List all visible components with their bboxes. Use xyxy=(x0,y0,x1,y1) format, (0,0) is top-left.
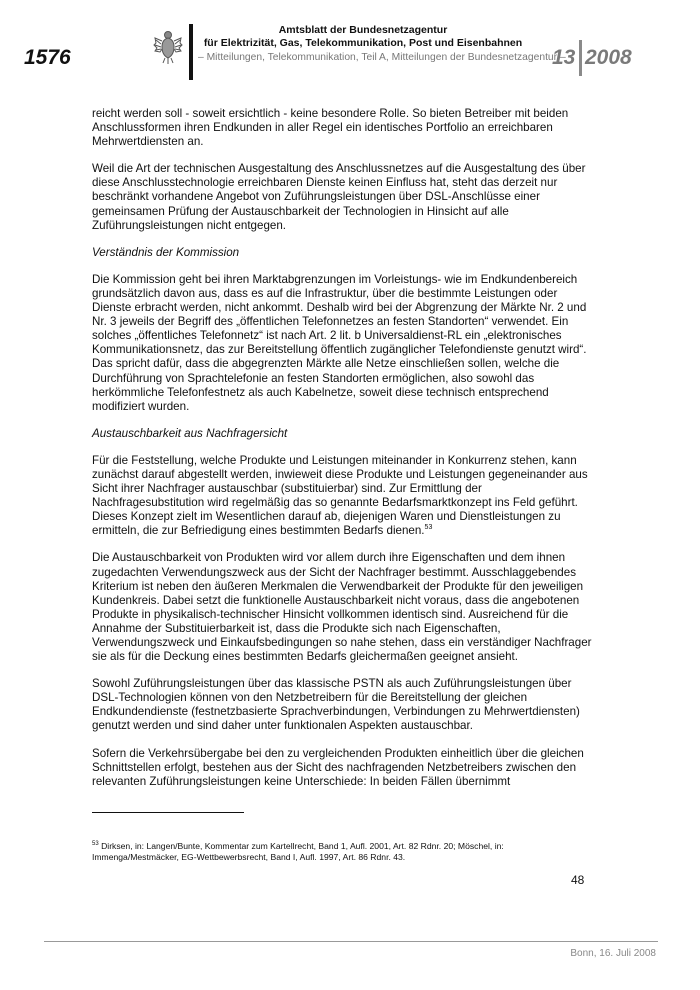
gazette-title: Amtsblatt der Bundesnetzagentur xyxy=(278,24,448,36)
section-heading: Verständnis der Kommission xyxy=(92,245,240,259)
paragraph: reicht werden soll - soweit ersichtlich - keine besondere Rolle. So bieten Betreiber mit beiden Anschlussformen ihren Endkunden in aller Regel ein identisches Portfolio an erreichbaren Mehrwertdiensten an. xyxy=(92,107,569,149)
page-header xyxy=(0,0,700,90)
paragraph: Sofern die Verkehrsübergabe bei den zu vergleichenden Produkten einheitlich über die gleichen Schnittstellen erfolgt, bestehen aus der Sicht des nachfragenden Netzbetreibers zwischen den relevanten Zuführungsleistungen keine Unterschiede: In beiden Fällen übernimmt xyxy=(92,746,584,788)
paragraph-text: Für die Feststellung, welche Produkte und Leistungen miteinander in Konkurrenz stehen, kann zunächst darauf abgestellt werden, inwieweit diese Produkte und Leistungen gegeneinander aus Sicht ihrer Nachfrager austauschbar (substituierbar) sind. Zur Ermittlung der Nachfragesubstitution wird regelmäßig das so genannte Bedarfsmarktkonzept ins Feld geführt. Dieses Konzept zielt im Wesentlichen darauf ab, diejenigen Waren und Dienstleistungen zu ermitteln, die zur Befriedigung eines bestimmten Bedarfs dienen. xyxy=(92,453,588,538)
issue-year: 2008 xyxy=(585,46,632,69)
document-body xyxy=(92,107,592,802)
footer-divider xyxy=(44,941,658,942)
gazette-page-number: 1576 xyxy=(24,46,71,69)
footnote-separator xyxy=(92,812,244,813)
footnote-text: Dirksen, in: Langen/Bunte, Kommentar zum Kartellrecht, Band 1, Aufl. 2001, Art. 82 Rdnr. 20; Möschel, in: Immenga/Mestmäcker, EG-Wettbewerbsrecht, Band I, Aufl. 1997, Art. 86 Rdnr. 43. xyxy=(92,840,504,862)
footnote xyxy=(92,839,592,863)
header-divider xyxy=(189,24,193,80)
issue-divider xyxy=(579,40,582,76)
paragraph: Die Kommission geht bei ihren Marktabgrenzungen im Vorleistungs- wie im Endkundenbereich grundsätzlich davon aus, dass es auf die Infrastruktur, über die bestimmte Leistungen oder Dienste erbracht werden, nicht ankommt. Deshalb wird bei der Abgrenzung der Märkte Nr. 2 und Nr. 3 jeweils der Begriff des „öffentlichen Telefonnetzes an festen Standorten“ verwendet. Ein solches „öffentliches Telefonnetz“ ist nach Art. 2 lit. b Universaldienst-RL ein „elektronisches Kommunikationsnetz, das zur Bereitstellung öffentlich zugänglicher Telefondienste genutzt wird“. Das spricht dafür, dass die abgegrenzten Märkte alle Netze einschließen sollen, welche die Durchführung von Sprachtelefonie an festen Standorten ermöglichen, also sowohl das herkömmliche Telefonfestnetz als auch Kabelnetze, soweit diese technisch entsprechend modifiziert wurden. xyxy=(92,272,587,413)
federal-eagle-icon xyxy=(153,27,183,65)
paragraph: Die Austauschbarkeit von Produkten wird vor allem durch ihre Eigenschaften und dem ihnen zugedachten Verwendungszweck aus der Sicht der Nachfrager bestimmt. Ausschlaggebendes Kriterium ist neben den äußeren Merkmalen die Verwendbarkeit der Produkte für den jeweiligen Kundenkreis. Dabei setzt die funktionelle Austauschbarkeit nicht voraus, dass die angebotenen Produkte in physikalisch-technischer Hinsicht vollkommen identisch sind. Ausreichend für die Annahme der Substituierbarkeit ist, dass die Produkte sich nach Eigenschaften, Verwendungszweck und Einkaufsbedingungen so nahe stehen, dass ein verständiger Nachfrager sie als für die Deckung eines bestimmten Bedarfs gleichermaßen geeignet ansieht. xyxy=(92,551,592,664)
gazette-title-sub: für Elektrizität, Gas, Telekommunikation, Post und Eisenbahnen xyxy=(203,37,523,49)
footer-date: Bonn, 16. Juli 2008 xyxy=(570,948,656,959)
paragraph: Sowohl Zuführungsleistungen über das klassische PSTN als auch Zuführungsleistungen über DSL-Technologien können von den Netzbetreibern für die Bereitstellung der gleichen Endkundendienste (festnetzbasierte Sprachverbindungen, Verbindungen zu Mehrwertdiensten) genutzt werden und sind daher unter funktionalen Aspekten austauschbar. xyxy=(92,677,580,733)
paragraph: Weil die Art der technischen Ausgestaltung des Anschlussnetzes auf die Ausgestaltung des über diese Anschlusstechnologie erreichbaren Dienste keinen Einfluss hat, steht das derzeit nur beschränkt vorhandene Angebot von Zuführungsleistungen über DSL-Anschlüsse einer gemeinsamen Prüfung der Austauschbarkeit der Technologien in Hinsicht auf alle Zuführungsleistungen nicht entgegen. xyxy=(92,162,586,232)
page-number: 48 xyxy=(571,873,585,887)
gazette-section: – Mitteilungen, Telekommunikation, Teil A, Mitteilungen der Bundesnetzagentur – xyxy=(198,52,566,63)
issue-number: 13 xyxy=(552,46,576,69)
section-heading: Austauschbarkeit aus Nachfragersicht xyxy=(92,426,288,440)
footnote-reference[interactable]: 53 xyxy=(424,524,433,532)
paragraph-with-footnote xyxy=(92,454,592,539)
footnote-number: 53 xyxy=(92,841,99,847)
